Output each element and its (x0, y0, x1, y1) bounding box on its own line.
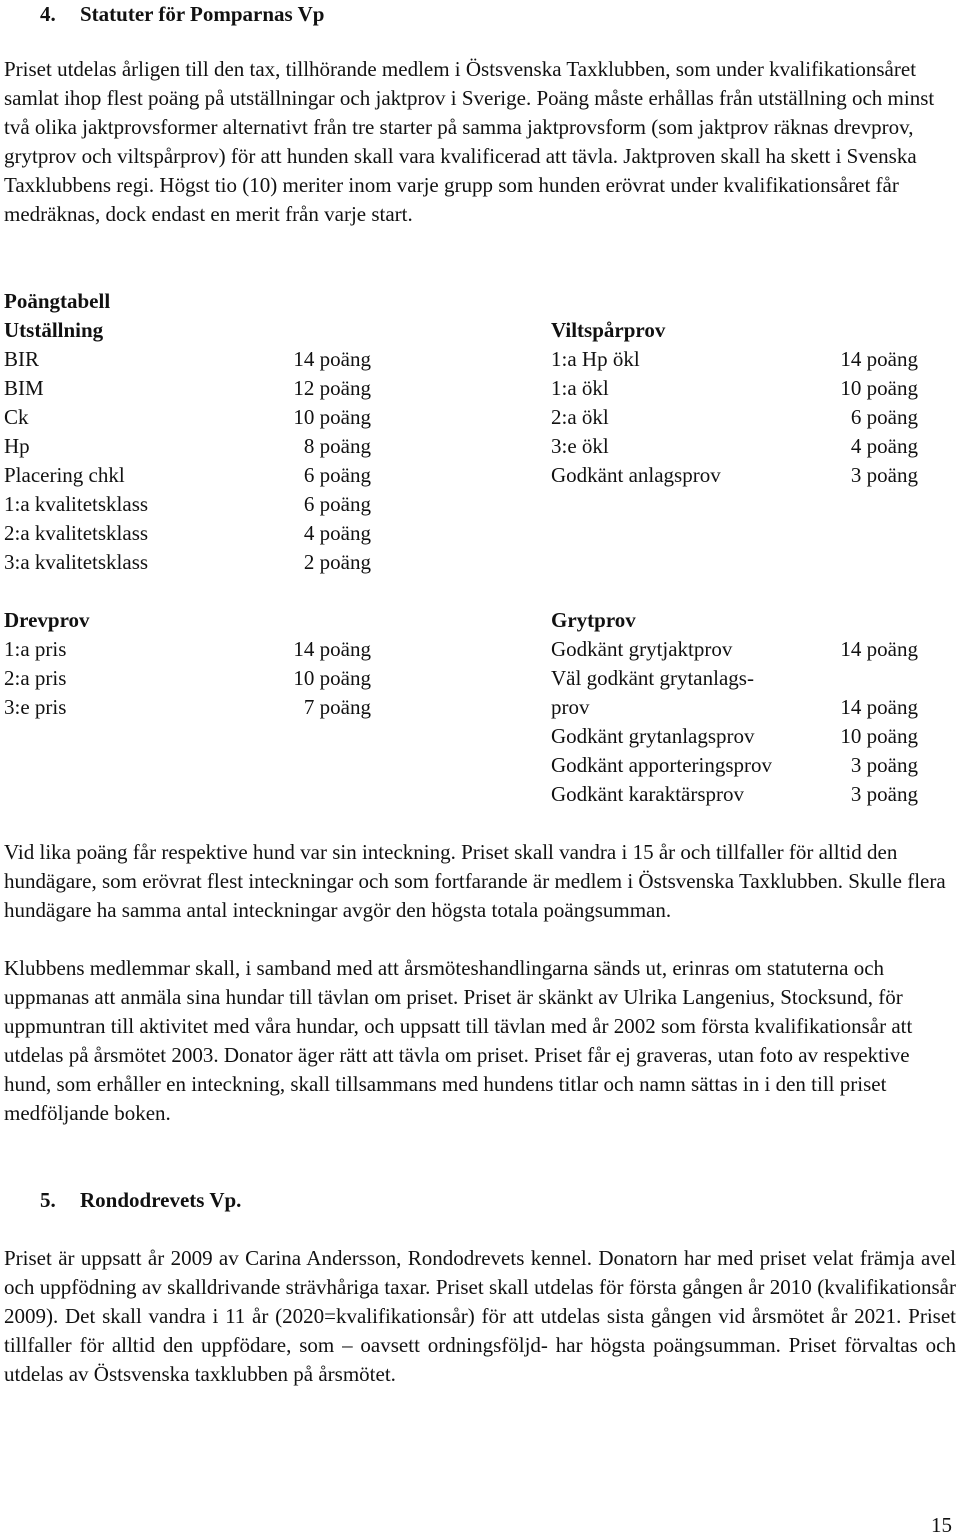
row-points: 7 poäng (303, 695, 371, 719)
row-points: 14 poäng (840, 347, 918, 371)
row-points: 2 poäng (303, 550, 371, 574)
section-number: 5. (40, 1188, 56, 1212)
row-points: 14 poäng (293, 637, 371, 661)
table-row (4, 345, 371, 374)
row-points: 6 poäng (303, 463, 371, 487)
row-label: Godkänt grytanlagsprov (551, 724, 755, 748)
row-label: 3:a kvalitetsklass (4, 550, 149, 574)
table-row (551, 722, 918, 751)
table-row (551, 693, 918, 722)
row-points: 3 poäng (850, 463, 918, 487)
table-row (551, 664, 918, 693)
section-title: Statuter för Pomparnas Vp (80, 2, 325, 26)
row-points: 8 poäng (303, 434, 371, 458)
row-label: Placering chkl (4, 463, 125, 487)
row-label: Godkänt anlagsprov (551, 463, 721, 487)
row-label: 2:a ökl (551, 405, 609, 429)
row-label: 3:e pris (4, 695, 67, 719)
row-points: 12 poäng (293, 376, 371, 400)
table-row (4, 635, 371, 664)
row-label: Ck (4, 405, 29, 429)
table-row (4, 432, 371, 461)
page-number: 15 (931, 1513, 952, 1537)
rules-paragraph-2: Klubbens medlemmar skall, i samband med att årsmöteshandlingarna sänds ut, erinras om statuterna och uppmanas att anmäla sina hundar till tävlan om priset. Priset är skänkt av Ulrika Langenius, Stocksund, för uppmuntran till aktivitet med våra hundar, och uppsatt till tävlan med år 2002 som första kvalifikationsår att utdelas på årsmötet 2003. Donator äger rätt att tävla om priset. Priset får ej graveras, utan foto av respektive hund, som erhåller en inteckning, skall tillsammans med hundens titlar och namn sättas in i den till priset medföljande boken. (4, 956, 913, 1125)
row-label: 1:a Hp ökl (551, 347, 640, 371)
row-label: Hp (4, 434, 30, 458)
utstallning-heading: Utställning (4, 318, 104, 342)
table-row (551, 432, 918, 461)
row-points: 10 poäng (293, 666, 371, 690)
row-label: 1:a pris (4, 637, 67, 661)
row-label: prov (551, 695, 590, 719)
table-row (551, 374, 918, 403)
table-row (4, 548, 371, 577)
row-label: 2:a kvalitetsklass (4, 521, 149, 545)
row-points: 4 poäng (303, 521, 371, 545)
table-row (4, 403, 371, 432)
table-row (551, 403, 918, 432)
table-row (4, 490, 371, 519)
row-label: 1:a ökl (551, 376, 609, 400)
row-label: Godkänt grytjaktprov (551, 637, 733, 661)
row-points: 3 poäng (850, 782, 918, 806)
row-label: Väl godkänt grytanlags- (551, 666, 754, 690)
row-label: Godkänt karaktärsprov (551, 782, 745, 806)
section-4-heading (40, 0, 324, 29)
row-label: BIR (4, 347, 40, 371)
row-points: 10 poäng (840, 724, 918, 748)
drevprov-heading: Drevprov (4, 608, 90, 632)
table-row (551, 780, 918, 809)
section-number: 4. (40, 2, 56, 26)
section-5-text: Priset är uppsatt år 2009 av Carina Andersson, Rondodrevets kennel. Donatorn har med priset velat främja avel och uppfödning av skalldrivande strävhåriga taxar. Priset skall utdelas för första gången år 2010 (kvalifikationsår 2009). Det skall vandra i 11 år (2020=kvalifikationsår) för att utdelas sista gången vid årsmötet år 2021. Priset tillfaller för alltid den uppfödare, som – oavsett ordningsföljd- har högsta poängsumman. Priset förvaltas och utdelas av Östsvenska taxklubben på årsmötet. (4, 1246, 956, 1386)
points-table-title: Poängtabell (4, 289, 111, 313)
section-title: Rondodrevets Vp. (80, 1188, 242, 1212)
viltsparprov-heading: Viltspårprov (551, 318, 666, 342)
row-points: 14 poäng (293, 347, 371, 371)
row-label: 3:e ökl (551, 434, 609, 458)
row-label: Godkänt apporteringsprov (551, 753, 773, 777)
table-row (551, 461, 918, 490)
row-points: 4 poäng (850, 434, 918, 458)
table-row (551, 635, 918, 664)
row-points: 14 poäng (840, 637, 918, 661)
table-row (4, 374, 371, 403)
row-label: 1:a kvalitetsklass (4, 492, 149, 516)
table-row (4, 664, 371, 693)
row-label: 2:a pris (4, 666, 67, 690)
row-points: 3 poäng (850, 753, 918, 777)
row-points: 6 poäng (303, 492, 371, 516)
row-points: 6 poäng (850, 405, 918, 429)
table-row (4, 461, 371, 490)
table-row (551, 751, 918, 780)
table-row (551, 345, 918, 374)
section-4-intro: Priset utdelas årligen till den tax, tillhörande medlem i Östsvenska Taxklubben, som under kvalifikationsåret samlat ihop flest poäng på utställningar och jaktprov i Sverige. Poäng måste erhållas från utställning och minst två olika jaktprovsformer alternativt från tre starter på samma jaktprovsform (som jaktprov räknas drevprov, grytprov och viltspårprov) för att hunden skall vara kvalificerad att tävla. Jaktproven skall ha skett i Svenska Taxklubbens regi. Högst tio (10) meriter inom varje grupp som hunden erövrat under kvalifikationsåret får medräknas, dock endast en merit från varje start. (4, 57, 935, 226)
grytprov-heading: Grytprov (551, 608, 636, 632)
rules-paragraph-1: Vid lika poäng får respektive hund var sin inteckning. Priset skall vandra i 15 år och tillfaller för alltid den hundägare, som erövrat flest inteckningar och som fortfarande är medlem i Östsvenska Taxklubben. Skulle flera hundägare ha samma antal inteckningar avgör den högsta totala poängsumman. (4, 840, 946, 922)
table-row (4, 693, 371, 722)
section-5-heading (40, 1186, 241, 1215)
row-points: 10 poäng (293, 405, 371, 429)
table-row (4, 519, 371, 548)
row-points: 10 poäng (840, 376, 918, 400)
row-label: BIM (4, 376, 44, 400)
row-points: 14 poäng (840, 695, 918, 719)
